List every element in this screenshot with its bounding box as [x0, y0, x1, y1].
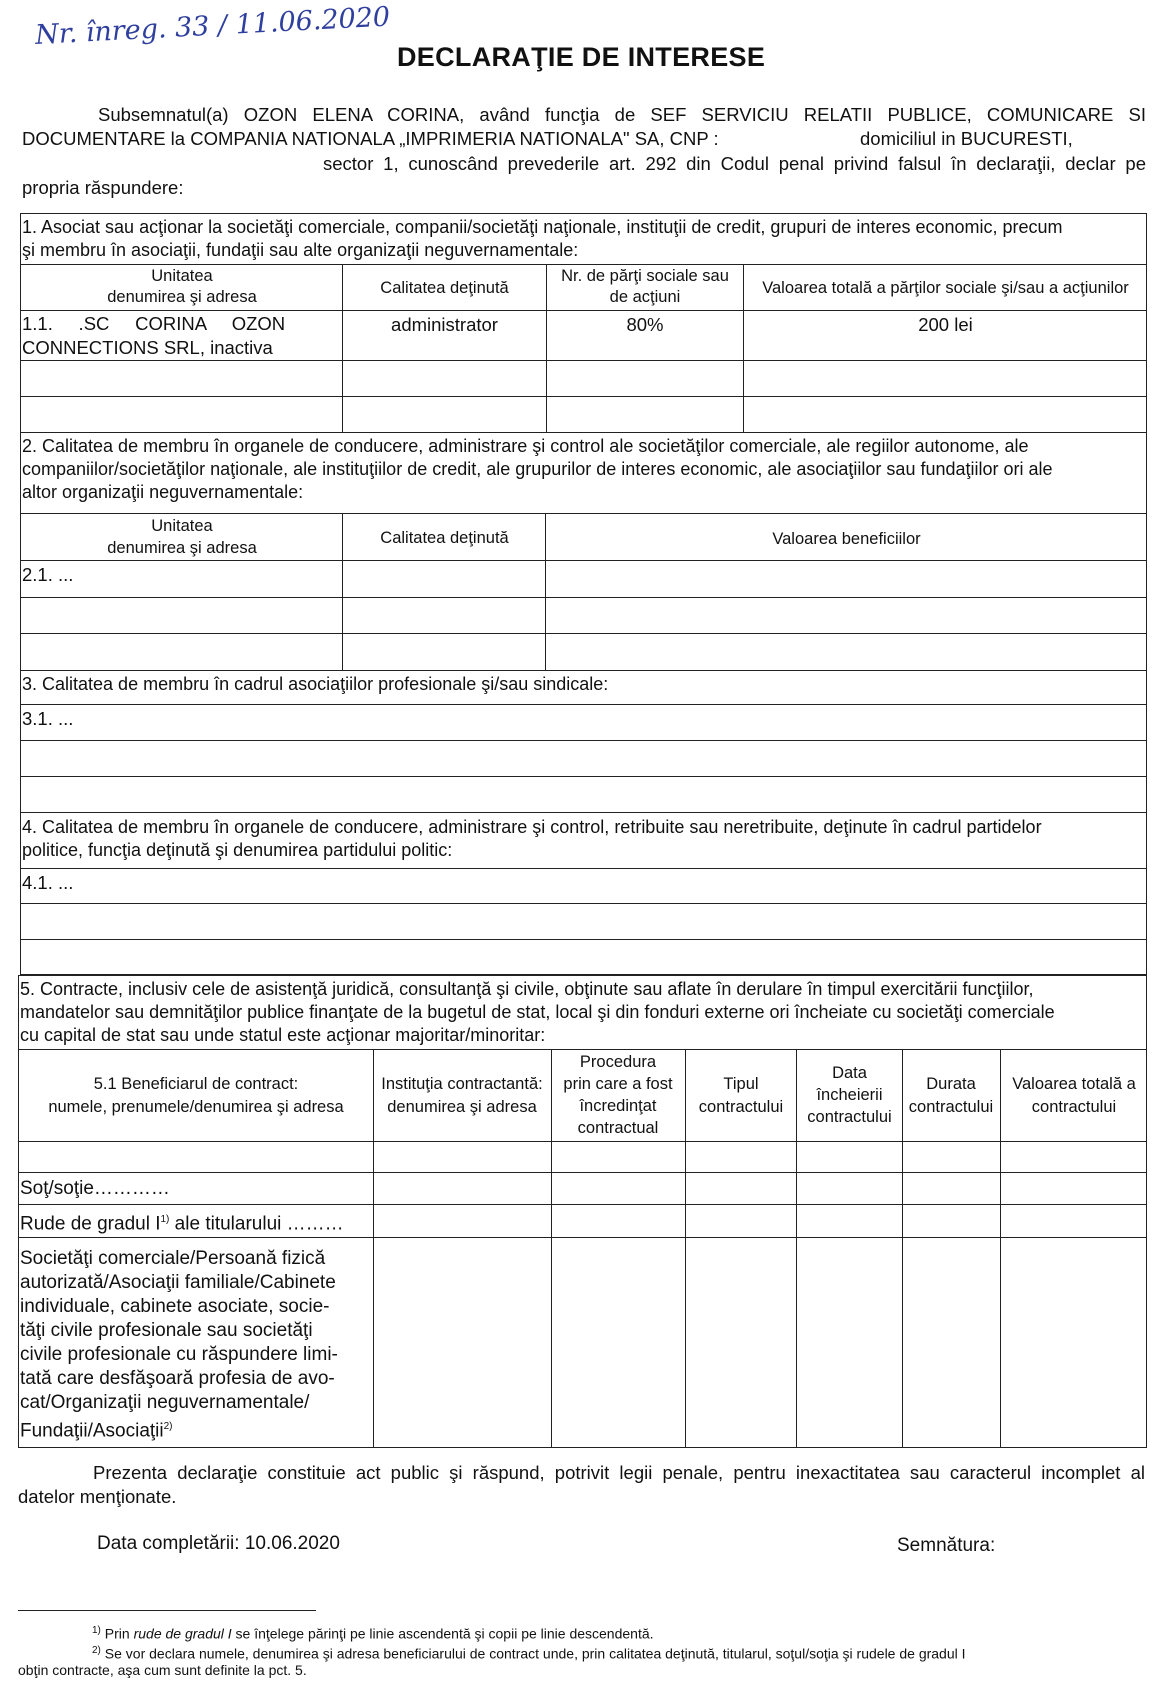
section-5-col-institution-line-2: denumirea şi adresa: [387, 1098, 537, 1116]
section-5-col-date-line-3: contractului: [807, 1108, 892, 1126]
row-companies-sup: 2): [163, 1421, 173, 1432]
completion-date: Data completării: 10.06.2020: [97, 1533, 340, 1554]
footnote-separator: [18, 1610, 316, 1611]
section-3-row-1: 3.1. ...: [22, 708, 74, 729]
intro-line-4: propria răspundere:: [22, 177, 184, 198]
row-companies-line-3: individuale, cabinete asociate, socie-: [20, 1296, 330, 1317]
footnote-1: $^{1)}$ Prin rude de gradul I se înţelege părinţi pe linie ascendentă şi copii pe linie descendentă.: [92, 1625, 654, 1642]
handwritten-registration-note: Nr. înreg. 33 / 11.06.2020: [34, 1, 391, 51]
section-1-col-unit-line-1: Unitatea: [151, 267, 213, 285]
section-1-heading-line-1: 1. Asociat sau acţionar la societăţi comerciale, companii/societăţi naţionale, instituţii de credit, grupuri de interes economic, precum: [22, 217, 1063, 237]
section-2-col-unit-line-1: Unitatea: [151, 517, 213, 535]
section-5-col-value-line-2: contractului: [1031, 1098, 1117, 1116]
section-1-row-1-unit-line-2: CONNECTIONS SRL, inactiva: [22, 337, 273, 358]
row-companies-line-8: Fundaţii/Asociaţii: [20, 1420, 164, 1442]
footnote-2: $^{2)}$ Se vor declara numele, denumirea şi adresa beneficiarului de contract unde, prin calitatea deţinută, titularul, soţul/soţia şi rudele de gradul I: [92, 1645, 966, 1662]
section-2-col-unit-line-2: denumirea şi adresa: [107, 539, 257, 557]
row-companies-line-6: tată care desfăşoară profesia de avo-: [20, 1368, 335, 1389]
section-2-col-benefits: Valoarea beneficiilor: [772, 530, 921, 548]
section-1-row-1-unit-line-1: 1.1. .SC CORINA OZON: [22, 313, 286, 334]
section-5-col-date-line-2: încheierii: [816, 1086, 883, 1104]
intro-line-2a: DOCUMENTARE la COMPANIA NATIONALA „IMPRIMERIA NATIONALA" SA, CNP :: [22, 128, 719, 149]
intro-line-2b: domiciliul in BUCURESTI,: [860, 128, 1073, 149]
section-5-col-type-line-2: contractului: [698, 1098, 784, 1116]
footnote-2-continued: obţin contracte, aşa cum sunt definite la pct. 5.: [18, 1662, 307, 1678]
section-5-col-value-line-1: Valoarea totală a: [1012, 1075, 1136, 1093]
section-5-col-date-line-1: Data: [832, 1064, 867, 1082]
section-1-row-1-shares: 80%: [626, 314, 664, 335]
row-companies-line-1: Societăţi comerciale/Persoană fizică: [20, 1248, 326, 1269]
section-5-row-spouse: Soţ/soţie…………: [20, 1178, 170, 1199]
section-5-col-procedure-line-1: Procedura: [579, 1053, 657, 1071]
section-1-col-shares-line-2: de acţiuni: [609, 288, 681, 306]
section-2-heading-line-1: 2. Calitatea de membru în organele de conducere, administrare şi control ale societăţilor comerciale, ale regiilor autonome, ale: [22, 436, 1029, 456]
section-4-row-1: 4.1. ...: [22, 872, 74, 893]
closing-line-1: Prezenta declaraţie constituie act public şi răspund, potrivit legii penale, pentru inexactitatea sau caracterul incomplet al: [93, 1462, 1145, 1483]
section-2-col-quality: Calitatea deţinută: [380, 529, 509, 547]
section-1-col-shares-line-1: Nr. de părţi sociale sau: [561, 267, 729, 285]
section-5-col-beneficiary-line-1: 5.1 Beneficiarul de contract:: [93, 1075, 299, 1093]
section-3-heading: 3. Calitatea de membru în cadrul asociaţiilor profesionale şi/sau sindicale:: [22, 674, 609, 694]
signature-label: Semnătura:: [897, 1535, 996, 1556]
section-5-heading-line-2: mandatelor sau demnităţilor publice finanţate de la bugetul de stat, local şi din fonduri externe ori încheiate cu societăţi comerciale: [20, 1002, 1055, 1022]
document-title: DECLARAŢIE DE INTERESE: [397, 42, 766, 72]
row-companies-line-7: cat/Organizaţii neguvernamentale/: [20, 1392, 310, 1413]
section-5-col-beneficiary-line-2: numele, prenumele/denumirea şi adresa: [48, 1098, 344, 1116]
section-5-col-institution-line-1: Instituţia contractantă:: [381, 1075, 543, 1093]
section-5-col-procedure-line-2: prin care a fost: [563, 1075, 673, 1093]
intro-line-3: sector 1, cunoscând prevederile art. 292 din Codul penal privind falsul în declaraţii, declar pe: [323, 153, 1146, 174]
section-1-row-1-value: 200 lei: [918, 314, 973, 335]
section-5-col-duration-line-1: Durata: [926, 1075, 976, 1093]
row-companies-line-4: tăţi civile profesionale sau societăţi: [20, 1320, 313, 1341]
section-5-heading-line-3: cu capital de stat sau unde statul este acţionar majoritar/minoritar:: [20, 1025, 546, 1045]
section-5-row-relatives: Rude de gradul $I^{1)}$ ale titularului ………: [20, 1213, 344, 1235]
section-1-col-unit-line-2: denumirea şi adresa: [107, 288, 257, 306]
closing-line-2: datelor menţionate.: [18, 1486, 177, 1507]
section-1-heading-line-2: şi membru în asociaţii, fundaţii sau alte organizaţii neguvernamentale:: [22, 240, 579, 260]
section-5-row-companies: [20, 1247, 372, 1443]
section-1-col-value: Valoarea totală a părţilor sociale şi/sau a acţiunilor: [762, 279, 1129, 297]
section-4-heading-line-1: 4. Calitatea de membru în organele de conducere, administrare şi control, retribuite sau neretribuite, deţinute în cadrul partidelor: [22, 817, 1042, 837]
section-5-col-duration-line-2: contractului: [908, 1098, 994, 1116]
section-2-heading-line-3: altor organizaţii neguvernamentale:: [22, 482, 304, 502]
section-4-heading-line-2: politice, funcţia deţinută şi denumirea partidului politic:: [22, 840, 453, 860]
section-1-col-quality: Calitatea deţinută: [380, 279, 509, 297]
intro-line-1: Subsemnatul(a) OZON ELENA CORINA, având funcţia de SEF SERVICIU RELATII PUBLICE, COMUNICARE SI: [98, 104, 1146, 125]
section-2-row-1: 2.1. ...: [22, 564, 74, 585]
section-5-col-type-line-1: Tipul: [723, 1075, 759, 1093]
section-2-heading-line-2: companiilor/societăţilor naţionale, ale instituţiilor de credit, ale grupurilor de interes economic, ale asociaţiilor sau fundaţiilor ori ale: [22, 459, 1053, 479]
row-companies-line-5: civile profesionale cu răspundere limi-: [20, 1344, 338, 1365]
section-5-col-procedure-line-3: încredinţat: [579, 1097, 657, 1115]
section-1-row-1-quality: administrator: [391, 314, 498, 335]
row-companies-line-2: autorizată/Asociaţii familiale/Cabinete: [20, 1272, 336, 1293]
section-5-heading-line-1: 5. Contracte, inclusiv cele de asistenţă juridică, consultanţă şi civile, obţinute sau aflate în derulare în timpul exercitării funcţiilor,: [20, 979, 1034, 999]
section-5-col-procedure-line-4: contractual: [577, 1119, 659, 1137]
